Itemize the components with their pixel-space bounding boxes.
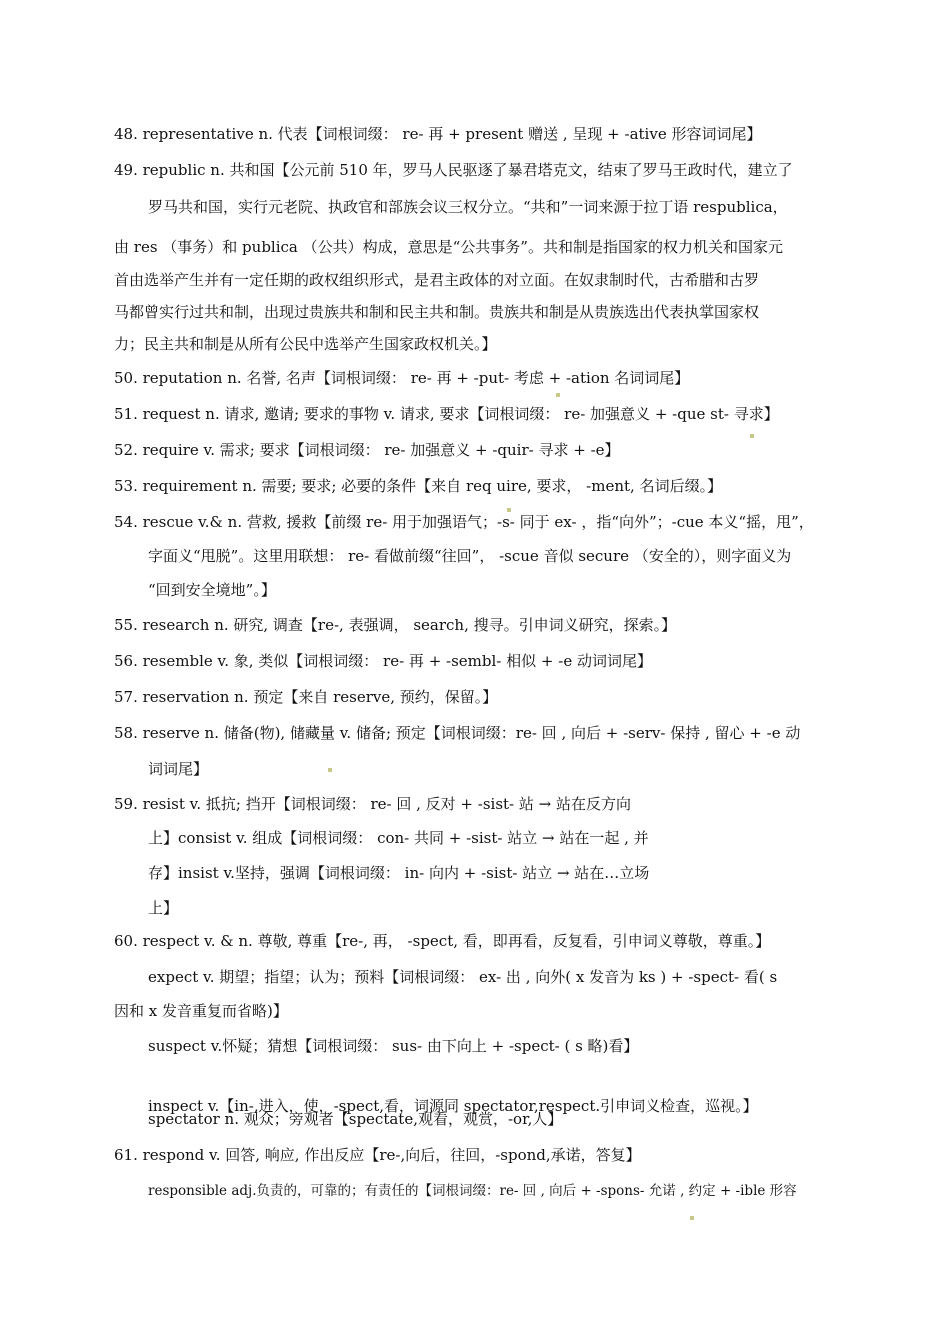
entry-54: 54. rescue v.& n. 营救, 援救【前缀 re- 用于加强语气；-s- 同于 ex- ，指“向外”；-cue 本义“摇，甩”，: [114, 513, 814, 531]
entry-48: 48. representative n. 代表【词根词缀： re- 再 + present 赠送 , 呈现 + -ative 形容词词尾】: [114, 125, 762, 143]
entry-49-line-2: 罗马共和国，实行元老院、执政官和部族会议三权分立。“共和”一词来源于拉丁语 respublica，: [148, 198, 788, 216]
scan-speck: [328, 768, 332, 772]
entry-60-expect: expect v. 期望；指望；认为；预料【词根词缀： ex- 出 , 向外( x 发音为 ks ) + -spect- 看( s: [148, 968, 778, 986]
entry-51: 51. request n. 请求, 邀请; 要求的事物 v. 请求, 要求【词根词缀： re- 加强意义 + -que st- 寻求】: [114, 405, 779, 423]
entry-60-expect-line-2: 因和 x 发音重复而省略)】: [114, 1002, 288, 1020]
entry-49: 49. republic n. 共和国【公元前 510 年，罗马人民驱逐了暴君塔克文，结束了罗马王政时代，建立了: [114, 161, 793, 179]
entry-57: 57. reservation n. 预定【来自 reserve, 预约，保留。】: [114, 688, 498, 706]
scan-speck: [690, 1216, 694, 1220]
entry-52: 52. require v. 需求; 要求【词根词缀： re- 加强意义 + -quir- 寻求 + -e】: [114, 441, 620, 459]
entry-59-insist: 存】insist v.坚持，强调【词根词缀： in- 向内 + -sist- 站立 → 站在…立场: [148, 864, 650, 882]
entry-60-suspect: suspect v.怀疑；猜想【词根词缀： sus- 由下向上 + -spect- ( s 略)看】: [148, 1037, 639, 1055]
entry-60-inspect: inspect v.【in-,进入，使，-spect,看，词源同 spectator,respect.引申词义检查，巡视。】: [148, 1097, 758, 1115]
entry-49-line-5: 马都曾实行过共和制，出现过贵族共和制和民主共和制。贵族共和制是从贵族选出代表执掌国家权: [114, 303, 760, 321]
entry-55: 55. research n. 研究, 调查【re-, 表强调， search, 搜寻。引申词义研究，探索。】: [114, 616, 677, 634]
entry-54-line-3: “回到安全境地”。】: [148, 581, 276, 599]
entry-49-line-6: 力；民主共和制是从所有公民中选举产生国家政权机关。】: [114, 335, 497, 353]
entry-56: 56. resemble v. 象, 类似【词根词缀： re- 再 + -sembl- 相似 + -e 动词词尾】: [114, 652, 652, 670]
entry-53: 53. requirement n. 需要; 要求; 必要的条件【来自 req uire, 要求， -ment, 名词后缀。】: [114, 477, 723, 495]
entry-61: 61. respond v. 回答, 响应, 作出反应【re-,向后，往回，-spond,承诺，答复】: [114, 1146, 641, 1164]
entry-59-line-4: 上】: [148, 899, 179, 917]
entry-49-line-4: 首由选举产生并有一定任期的政权组织形式，是君主政体的对立面。在奴隶制时代，古希腊和古罗: [114, 271, 760, 289]
scan-speck: [556, 393, 560, 397]
entry-58-line-2: 词词尾】: [148, 760, 209, 778]
entry-54-line-2: 字面义“甩脱”。这里用联想： re- 看做前缀“往回”， -scue 音似 secure （安全的），则字面义为: [148, 547, 792, 565]
entry-59-consist: 上】consist v. 组成【词根词缀： con- 共同 + -sist- 站立 → 站在一起 , 并: [148, 829, 649, 847]
entry-61-responsible: responsible adj.负责的，可靠的；有责任的【词根词缀：re- 回 , 向后 + -spons- 允诺 , 约定 + -ible 形容: [148, 1183, 797, 1199]
entry-59: 59. resist v. 抵抗; 挡开【词根词缀： re- 回 , 反对 + -sist- 站 → 站在反方向: [114, 795, 632, 813]
entry-50: 50. reputation n. 名誉, 名声【词根词缀： re- 再 + -put- 考虑 + -ation 名词词尾】: [114, 369, 690, 387]
entry-60-spectator: spectator n. 观众；旁观者【spectate,观看，观赏，-or,人】: [148, 1110, 563, 1128]
scan-speck: [750, 434, 754, 438]
entry-49-line-3: 由 res （事务）和 publica （公共）构成，意思是“公共事务”。共和制是指国家的权力机关和国家元: [114, 238, 783, 256]
entry-60: 60. respect v. & n. 尊敬, 尊重【re-, 再， -spect, 看，即再看，反复看，引申词义尊敬，尊重。】: [114, 932, 771, 950]
entry-58: 58. reserve n. 储备(物), 储藏量 v. 储备; 预定【词根词缀：re- 回 , 向后 + -serv- 保持 , 留心 + -e 动: [114, 724, 801, 742]
scan-speck: [507, 508, 511, 512]
